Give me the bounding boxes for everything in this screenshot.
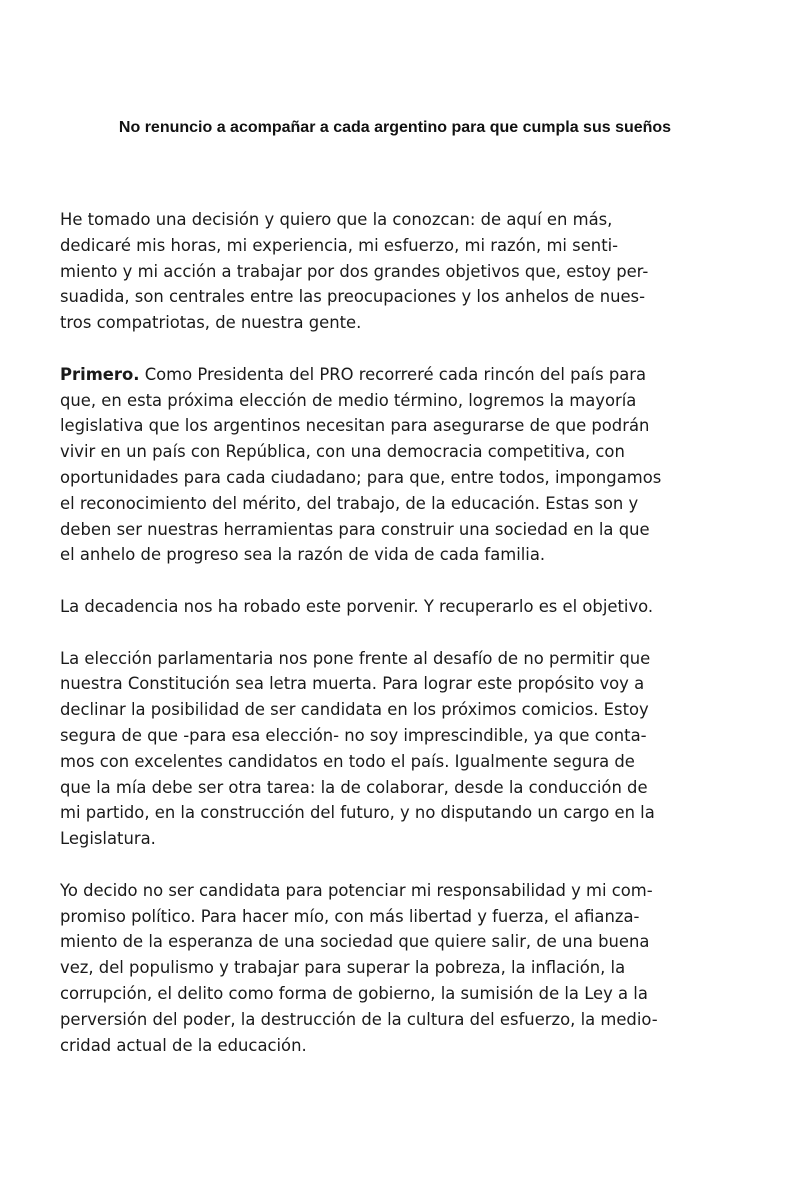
text-line: el reconocimiento del mérito, del trabajo, de la educación. Estas son y — [60, 493, 639, 513]
text-line: perversión del poder, la destrucción de la cultura del esfuerzo, la medio- — [60, 1009, 658, 1029]
text-line: Legislatura. — [60, 829, 156, 849]
text-line: mos con excelentes candidatos en todo el país. Igualmente segura de — [60, 751, 635, 771]
text-line: corrupción, el delito como forma de gobierno, la sumisión de la Ley a la — [60, 983, 648, 1003]
text-line: miento y mi acción a trabajar por dos grandes objetivos que, estoy per- — [60, 261, 649, 281]
text-line: que, en esta próxima elección de medio término, logremos la mayoría — [60, 390, 637, 410]
text-line: La decadencia nos ha robado este porvenir. Y recuperarlo es el objetivo. — [60, 596, 654, 616]
text-line: nuestra Constitución sea letra muerta. Para lograr este propósito voy a — [60, 674, 645, 694]
text-line: que la mía debe ser otra tarea: la de colaborar, desde la conducción de — [60, 777, 648, 797]
text-line: La elección parlamentaria nos pone frente al desafío de no permitir que — [60, 648, 651, 668]
text-line: Yo decido no ser candidata para potenciar mi responsabilidad y mi com- — [60, 880, 653, 900]
paragraph-lead: Primero. — [60, 364, 140, 384]
text-line: vez, del populismo y trabajar para superar la pobreza, la inflación, la — [60, 958, 626, 978]
text-line: tros compatriotas, de nuestra gente. — [60, 313, 362, 333]
document-title: No renuncio a acompañar a cada argentino para que cumpla sus sueños — [118, 119, 672, 136]
paragraph-decadencia — [60, 594, 720, 620]
text-line: vivir en un país con República, con una democracia competitiva, con — [60, 442, 625, 462]
paragraph-primero — [60, 362, 720, 568]
text-line: dedicaré mis horas, mi experiencia, mi esfuerzo, mi razón, mi senti- — [60, 235, 619, 255]
document-body — [60, 207, 720, 1084]
text-line: promiso político. Para hacer mío, con más libertad y fuerza, el afianza- — [60, 906, 640, 926]
text-line: He tomado una decisión y quiero que la conozcan: de aquí en más, — [60, 210, 613, 229]
text-line: segura de que -para esa elección- no soy imprescindible, ya que conta- — [60, 725, 647, 745]
text-line: el anhelo de progreso sea la razón de vida de cada familia. — [60, 545, 546, 565]
paragraph-intro — [60, 207, 720, 336]
text-line: deben ser nuestras herramientas para construir una sociedad en la que — [60, 519, 650, 539]
text-line: miento de la esperanza de una sociedad que quiere salir, de una buena — [60, 932, 650, 952]
paragraph-eleccion — [60, 646, 720, 852]
text-line: suadida, son centrales entre las preocupaciones y los anhelos de nues- — [60, 287, 646, 307]
text-line: mi partido, en la construcción del futuro, y no disputando un cargo en la — [60, 803, 655, 823]
text-line-rest: Como Presidenta del PRO recorreré cada rincón del país para — [139, 364, 647, 384]
text-line: oportunidades para cada ciudadano; para que, entre todos, impongamos — [60, 467, 662, 487]
text-line: cridad actual de la educación. — [60, 1035, 307, 1055]
text-line: declinar la posibilidad de ser candidata en los próximos comicios. Estoy — [60, 700, 649, 720]
paragraph-candidata — [60, 878, 720, 1059]
text-line: legislativa que los argentinos necesitan para asegurarse de que podrán — [60, 416, 650, 436]
text-line — [60, 362, 720, 388]
